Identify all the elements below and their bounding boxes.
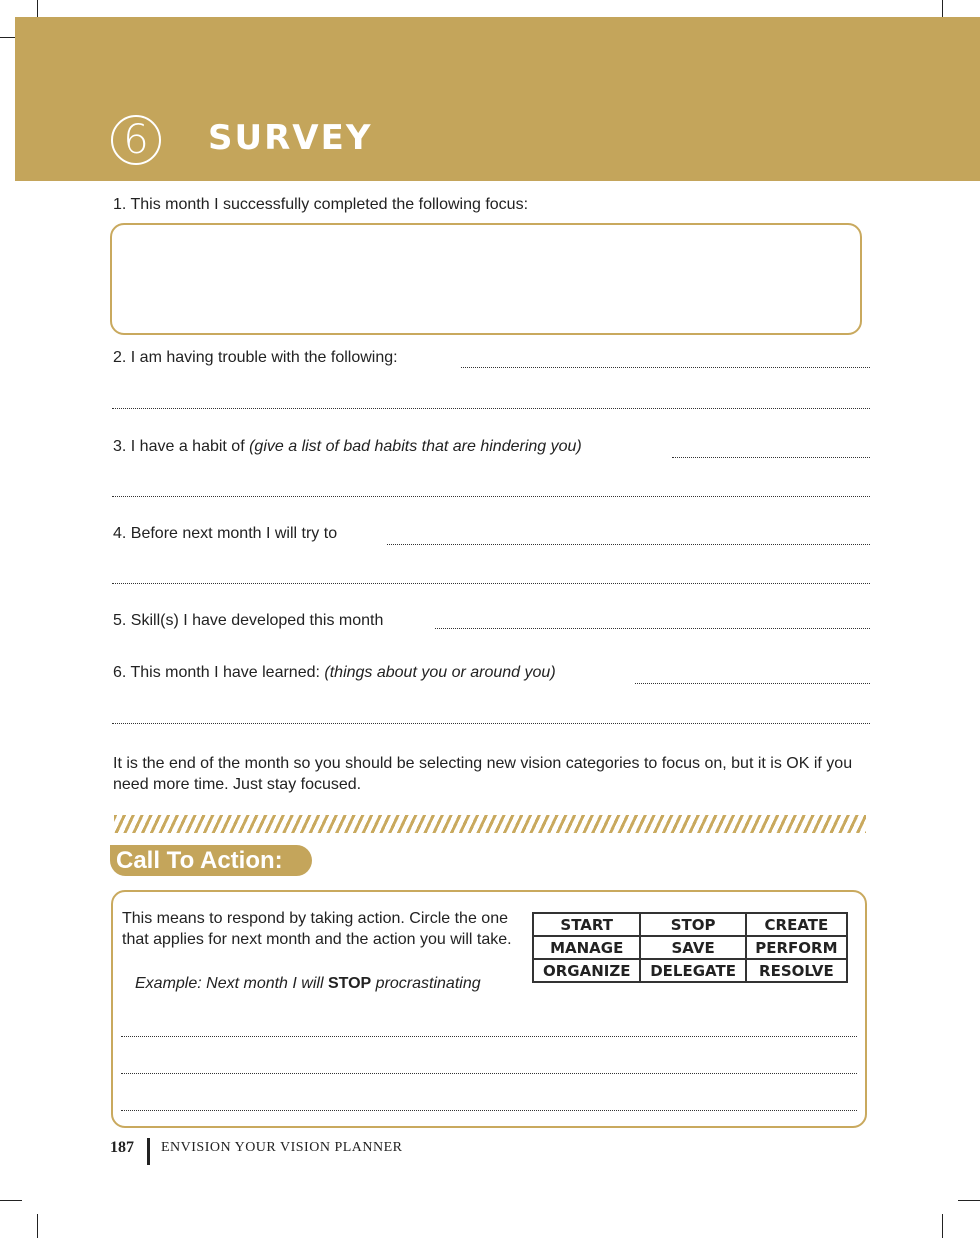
question-3: [113, 438, 582, 456]
example-bold: STOP: [327, 975, 372, 992]
cta-answer-line-3[interactable]: [121, 1110, 857, 1111]
action-option[interactable]: RESOLVE: [746, 959, 847, 982]
question-3-label: 3. I have a habit of: [113, 438, 250, 455]
action-option[interactable]: PERFORM: [746, 936, 847, 959]
question-3-hint: (give a list of bad habits that are hindering you): [249, 438, 582, 455]
cta-answer-line-1[interactable]: [121, 1036, 857, 1037]
action-option[interactable]: STOP: [640, 913, 745, 936]
action-option[interactable]: MANAGE: [533, 936, 640, 959]
action-option[interactable]: START: [533, 913, 640, 936]
action-option[interactable]: DELEGATE: [640, 959, 745, 982]
answer-line-5[interactable]: [435, 628, 870, 629]
answer-box-1[interactable]: [110, 223, 862, 335]
question-6-label: 6. This month I have learned:: [113, 664, 325, 681]
example-suffix: procrastinating: [371, 975, 481, 992]
action-choices-table: [532, 912, 848, 983]
decorative-stripe-divider: [114, 815, 866, 833]
answer-line-2b[interactable]: [112, 408, 870, 409]
question-1: 1. This month I successfully completed the following focus:: [113, 196, 529, 213]
page-title: SURVEY: [208, 118, 373, 158]
table-row: [533, 959, 847, 982]
call-to-action-heading: Call To Action:: [110, 845, 312, 876]
answer-line-3a[interactable]: [672, 457, 870, 458]
closing-paragraph: It is the end of the month so you should be selecting new vision categories to focus on, but it is OK if you need more time. Just stay focused.: [113, 755, 853, 793]
crop-mark: [958, 1200, 980, 1201]
header-band: [15, 17, 980, 181]
answer-line-6a[interactable]: [635, 683, 870, 684]
call-to-action-example: [135, 975, 481, 993]
call-to-action-text: This means to respond by taking action. Circle the one that applies for next month and the action you will take.: [122, 910, 512, 948]
answer-line-6b[interactable]: [112, 723, 870, 724]
book-title: ENVISION YOUR VISION PLANNER: [161, 1140, 403, 1155]
answer-line-2a[interactable]: [461, 367, 870, 368]
crop-mark: [37, 1214, 38, 1238]
answer-line-4b[interactable]: [112, 583, 870, 584]
table-row: [533, 936, 847, 959]
answer-line-4a[interactable]: [387, 544, 870, 545]
page-number: 187: [110, 1139, 134, 1156]
crop-mark: [0, 1200, 22, 1201]
action-option[interactable]: CREATE: [746, 913, 847, 936]
question-2: 2. I am having trouble with the following:: [113, 349, 398, 366]
question-4: 4. Before next month I will try to: [113, 525, 338, 542]
question-6-hint: (things about you or around you): [324, 664, 556, 681]
question-6: [113, 664, 556, 682]
crop-mark: [942, 1214, 943, 1238]
answer-line-3b[interactable]: [112, 496, 870, 497]
action-option[interactable]: ORGANIZE: [533, 959, 640, 982]
footer-divider: [147, 1138, 150, 1165]
example-prefix: Example: Next month I will: [135, 975, 328, 992]
cta-answer-line-2[interactable]: [121, 1073, 857, 1074]
section-number-badge: 6: [111, 115, 161, 165]
action-option[interactable]: SAVE: [640, 936, 745, 959]
question-5: 5. Skill(s) I have developed this month: [113, 612, 384, 629]
table-row: [533, 913, 847, 936]
